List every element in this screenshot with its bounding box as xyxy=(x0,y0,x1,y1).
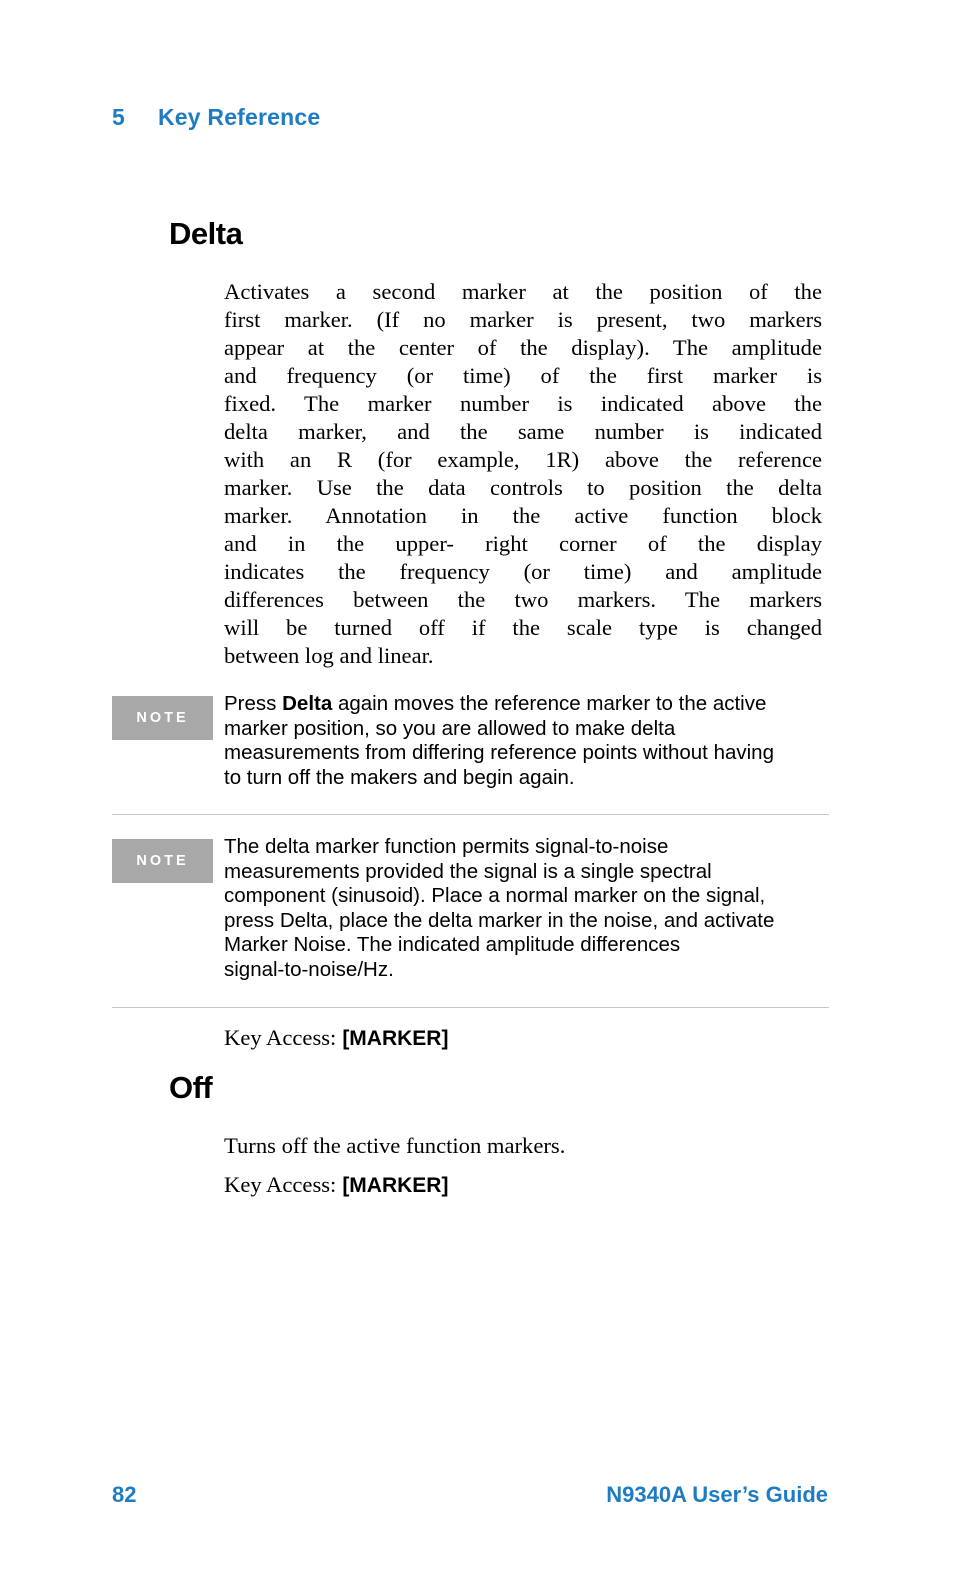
note-line-text: Press xyxy=(224,692,283,715)
delta-description-line: differences between the two markers. The markers xyxy=(224,587,822,612)
note-line: marker position, so you are allowed to make delta xyxy=(224,716,676,740)
key-access-label: Key Access: xyxy=(224,1172,337,1197)
note-line: to turn off the makers and begin again. xyxy=(224,765,575,789)
delta-description-line: and frequency (or time) of the first marker is xyxy=(224,363,822,388)
note-line: press Delta, place the delta marker in the noise, and activate xyxy=(224,908,775,932)
note-line: component (sinusoid). Place a normal marker on the signal, xyxy=(224,884,766,908)
note-text xyxy=(224,835,828,983)
delta-description-line: Activates a second marker at the position of the xyxy=(224,279,822,304)
note-line-text: again moves the reference marker to the active xyxy=(332,692,767,715)
note-line xyxy=(224,692,828,717)
chapter-number: 5 xyxy=(112,104,125,130)
delta-description-line: fixed. The marker number is indicated above the xyxy=(224,391,822,416)
note-badge: NOTE xyxy=(112,696,213,740)
divider xyxy=(112,1007,829,1008)
note-line: measurements from differing reference points without having xyxy=(224,741,774,765)
delta-description-line: between log and linear. xyxy=(224,643,434,668)
key-access-label: Key Access: xyxy=(224,1025,337,1050)
guide-title: N9340A User’s Guide xyxy=(606,1482,828,1507)
chapter-header xyxy=(112,104,320,131)
note-line: The delta marker function permits signal-to-noise xyxy=(224,835,669,858)
marker-key: [MARKER] xyxy=(342,1027,449,1050)
off-description-line: Turns off the active function markers. xyxy=(224,1133,566,1158)
note-line: measurements provided the signal is a single spectral xyxy=(224,859,712,883)
off-heading: Off xyxy=(169,1070,213,1105)
delta-description-line: appear at the center of the display). The amplitude xyxy=(224,335,822,360)
note-badge: NOTE xyxy=(112,839,213,883)
chapter-title: Key Reference xyxy=(158,104,321,130)
delta-keyword: Delta xyxy=(282,692,333,715)
delta-description-line: marker. Annotation in the active function block xyxy=(224,503,822,528)
page-number: 82 xyxy=(112,1482,137,1507)
delta-description-line: and in the upper- right corner of the display xyxy=(224,531,822,556)
off-key-access xyxy=(224,1172,448,1198)
delta-description-line: with an R (for example, 1R) above the reference xyxy=(224,447,822,472)
delta-description-line: indicates the frequency (or time) and amplitude xyxy=(224,559,822,584)
note-text xyxy=(224,692,828,790)
note-line: signal-to-noise/Hz. xyxy=(224,957,394,981)
note-line: Marker Noise. The indicated amplitude differences xyxy=(224,933,681,957)
marker-key: [MARKER] xyxy=(342,1174,449,1197)
delta-key-access xyxy=(224,1025,448,1051)
delta-description-line: will be turned off if the scale type is changed xyxy=(224,615,822,640)
delta-description-line: first marker. (If no marker is present, two markers xyxy=(224,307,822,332)
delta-description-line: marker. Use the data controls to position the delta xyxy=(224,475,822,500)
divider xyxy=(112,814,829,815)
delta-description xyxy=(224,278,822,670)
off-description xyxy=(224,1132,822,1160)
delta-description-line: delta marker, and the same number is indicated xyxy=(224,419,822,444)
delta-heading: Delta xyxy=(169,216,243,251)
